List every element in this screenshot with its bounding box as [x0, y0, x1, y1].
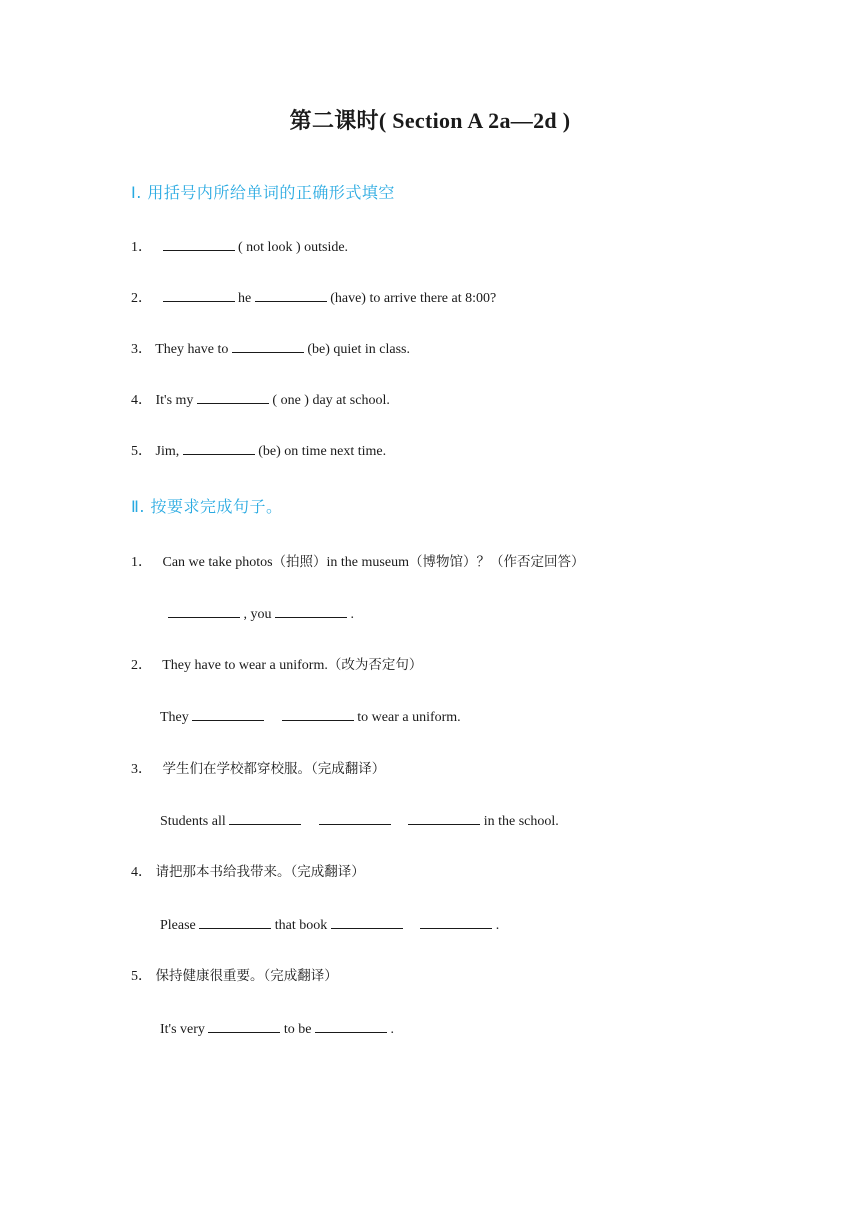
s1-item-4-text-a: It's my	[155, 393, 194, 408]
s1-item-2-number: 2．	[131, 291, 152, 306]
s2-item-5-question	[131, 966, 338, 987]
s1-item-3-number: 3．	[131, 342, 152, 357]
s2-item-3-q-a: 学生们在学校都穿校服。（完成翻译）	[162, 761, 386, 777]
s2-item-5-ans-c: .	[390, 1022, 395, 1037]
section-1-heading: Ⅰ. 用括号内所给单词的正确形式填空	[131, 183, 395, 202]
s2-item-1-q-a: Can we take photos	[162, 555, 273, 570]
s2-item-5-number: 5．	[131, 969, 152, 984]
s2-item-2-blank-1[interactable]	[192, 708, 264, 721]
s2-item-1-answer	[168, 605, 354, 625]
s2-item-3-blank-1[interactable]	[229, 812, 301, 825]
s1-item-5-text-a: Jim,	[155, 444, 180, 459]
s1-item-1-text-b: ( not look ) outside.	[238, 240, 349, 255]
s2-item-5-ans-b: to be	[283, 1022, 312, 1037]
s1-item-4-blank-1[interactable]	[197, 391, 269, 404]
s1-item-3	[131, 340, 410, 360]
section-2-heading: Ⅱ. 按要求完成句子。	[131, 497, 283, 516]
s1-item-2-blank-2[interactable]	[255, 289, 327, 302]
s2-item-4-ans-a: Please	[160, 918, 196, 933]
s2-item-4-blank-2[interactable]	[331, 916, 403, 929]
s2-item-3-blank-3[interactable]	[408, 812, 480, 825]
s2-item-1-q-d: （博物馆）？（作否定回答）	[408, 554, 585, 570]
s2-item-1-blank-1[interactable]	[168, 605, 240, 618]
s1-item-2-text-b: (have) to arrive there at 8:00?	[330, 291, 497, 306]
s2-item-2-question	[131, 655, 422, 676]
s2-item-4-ans-c: .	[495, 918, 500, 933]
s1-item-1-blank-1[interactable]	[163, 238, 235, 251]
s2-item-3-question	[131, 759, 385, 780]
s2-item-2-blank-2[interactable]	[282, 708, 354, 721]
s2-item-4-blank-1[interactable]	[199, 916, 271, 929]
s2-item-4-answer	[160, 916, 499, 936]
s2-item-1-ans-a: , you	[243, 607, 272, 622]
s2-item-2-number: 2．	[131, 658, 152, 673]
s1-item-5-text-b: (be) on time next time.	[258, 444, 387, 459]
s1-item-3-text-b: (be) quiet in class.	[307, 342, 410, 357]
s2-item-5-answer	[160, 1020, 394, 1040]
s2-item-4-question	[131, 862, 365, 883]
s2-item-3-ans-a: Students all	[160, 814, 226, 829]
s2-item-1-q-b: （拍照）	[272, 554, 327, 570]
s2-item-4-ans-b: that book	[274, 918, 328, 933]
s2-item-1-number: 1．	[131, 555, 152, 570]
s2-item-4-blank-3[interactable]	[420, 916, 492, 929]
s2-item-1-question	[131, 552, 584, 573]
s2-item-3-ans-b: in the school.	[483, 814, 559, 829]
s1-item-5-blank-1[interactable]	[183, 442, 255, 455]
s2-item-2-q-a: They have to wear a uniform.	[162, 658, 328, 673]
s2-item-2-ans-b: to wear a uniform.	[357, 710, 461, 725]
page-title: 第二课时( Section A 2a—2d )	[289, 108, 571, 133]
s2-item-1-ans-b: .	[350, 607, 354, 622]
s2-item-5-q-a: 保持健康很重要。（完成翻译）	[155, 968, 338, 984]
s2-item-2-ans-a: They	[160, 710, 189, 725]
s2-item-1-blank-2[interactable]	[275, 605, 347, 618]
s1-item-1-number: 1．	[131, 240, 152, 255]
s1-item-4-number: 4．	[131, 393, 152, 408]
s1-item-3-blank-1[interactable]	[232, 340, 304, 353]
s1-item-4-text-b: ( one ) day at school.	[272, 393, 390, 408]
s2-item-3-answer	[160, 812, 559, 832]
s1-item-5-number: 5．	[131, 444, 152, 459]
s2-item-2-q-b: （改为否定句）	[327, 657, 423, 673]
s1-item-4	[131, 391, 390, 411]
s2-item-2-answer	[160, 708, 461, 728]
s2-item-3-blank-2[interactable]	[319, 812, 391, 825]
s2-item-3-number: 3．	[131, 762, 152, 777]
s1-item-1	[131, 238, 348, 258]
s2-item-5-blank-1[interactable]	[208, 1020, 280, 1033]
s2-item-4-number: 4．	[131, 865, 152, 880]
s1-item-2	[131, 289, 496, 309]
s2-item-4-q-a: 请把那本书给我带来。（完成翻译）	[155, 864, 365, 880]
s2-item-5-ans-a: It's very	[160, 1022, 205, 1037]
s2-item-5-blank-2[interactable]	[315, 1020, 387, 1033]
s1-item-3-text-a: They have to	[155, 342, 229, 357]
s2-item-1-q-c: in the museum	[326, 555, 409, 570]
s1-item-2-text-a: he	[238, 291, 252, 306]
s1-item-5	[131, 442, 386, 462]
s1-item-2-blank-1[interactable]	[163, 289, 235, 302]
